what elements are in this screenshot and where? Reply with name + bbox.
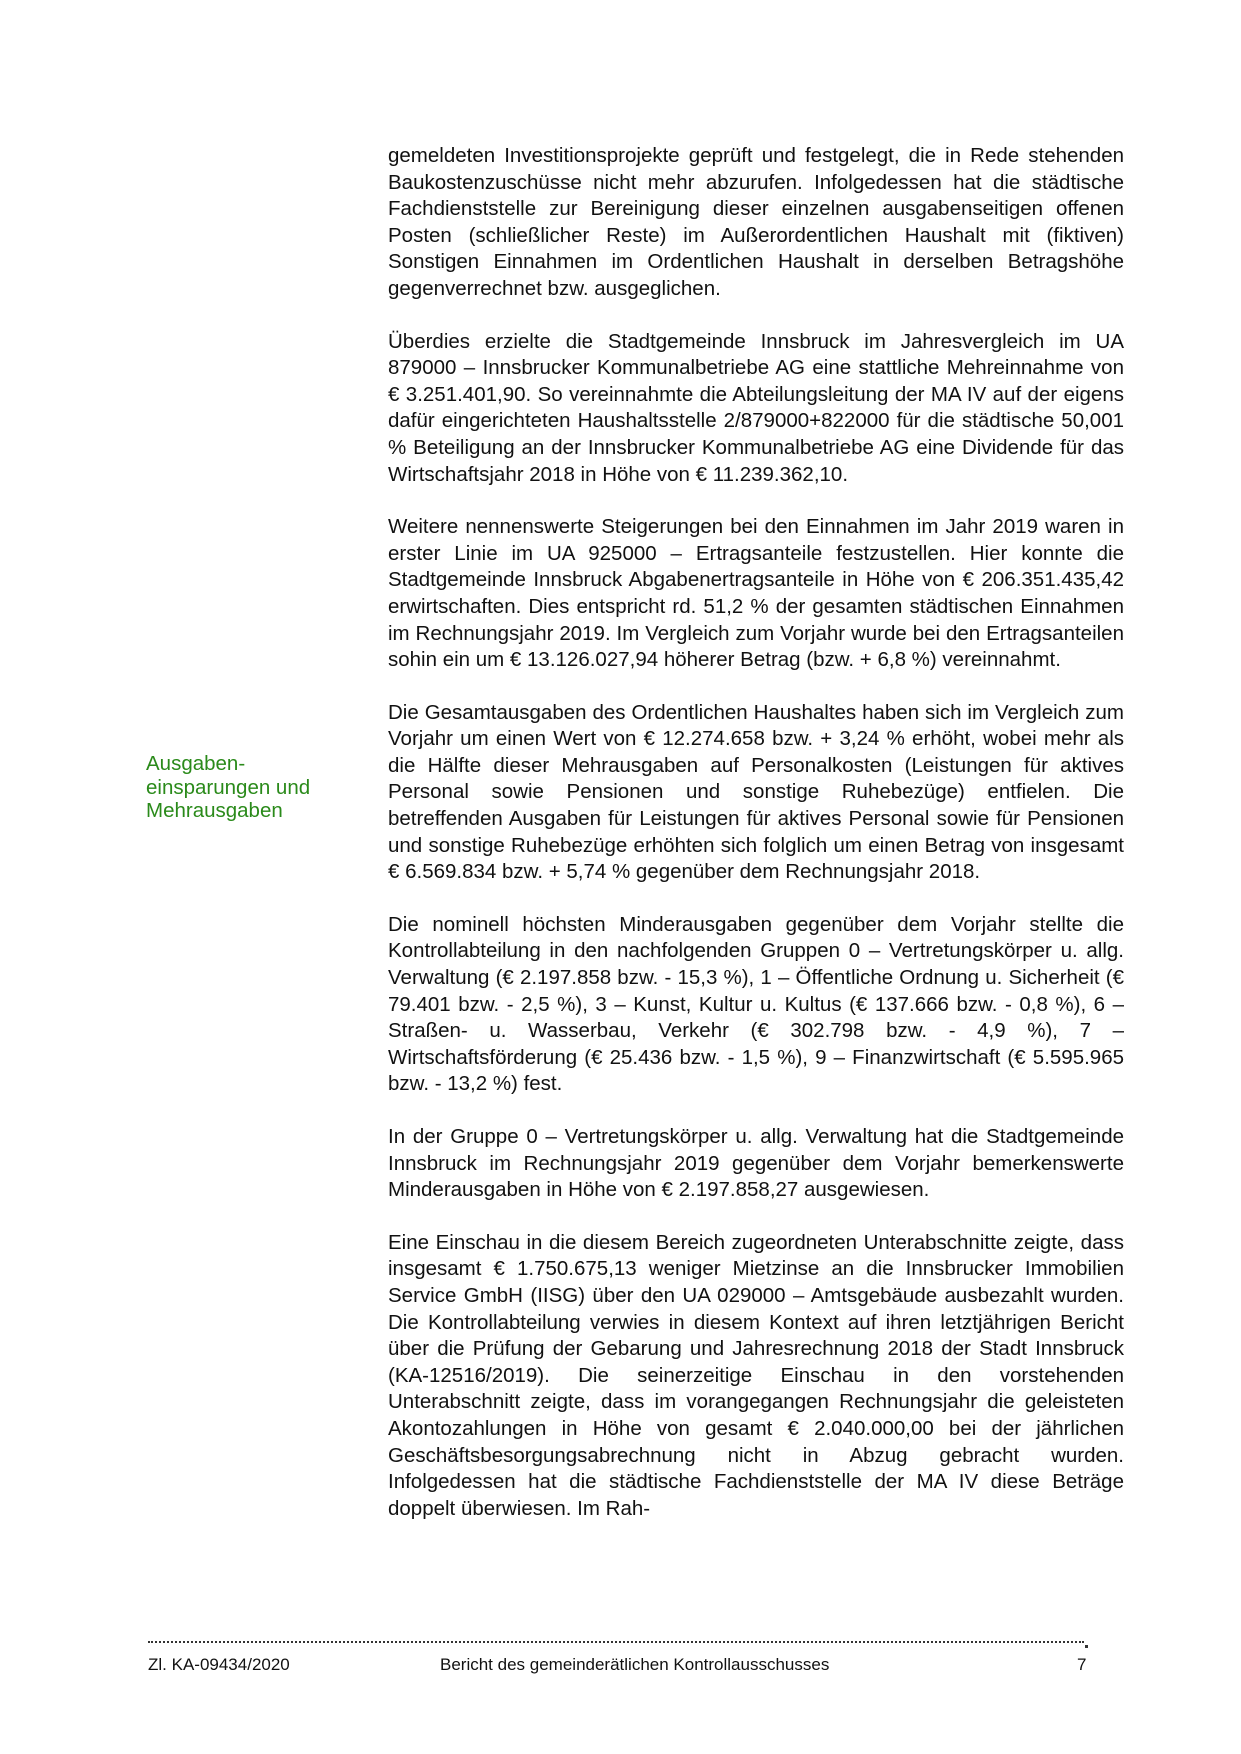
paragraph-kommunalbetriebe: Überdies erzielte die Stadtgemeinde Innsbruck im Jahresvergleich im UA 879000 – Innsbrucker Kommunalbetriebe AG eine stattliche Mehreinnahme von € 3.251.401,90. So vereinnahmte die Abteilungsleitung der MA IV auf der eigens dafür eingerichteten Haushaltsstelle 2/879000+822000 für die städtische 50,001 % Beteiligung an der Innsbrucker Kommunalbetriebe AG eine Dividende für das Wirtschaftsjahr 2018 in Höhe von € 11.239.362,10. (388, 329, 1124, 486)
paragraph-unterabschnitte: Eine Einschau in die diesem Bereich zugeordneten Unterabschnitte zeigte, dass insgesamt € 1.750.675,13 weniger Mietzinse an die Innsbrucker Immobilien Service GmbH (IISG) über den UA 029000 – Amtsgebäude ausbezahlt wurden. Die Kontrollabteilung verwies in diesem Kontext auf ihren letztjährigen Bericht über die Prüfung der Gebarung und Jahresrechnung 2018 der Stadt Innsbruck (KA-12516/2019). Die seinerzeitige Einschau in den vorstehenden Unterabschnitt zeigte, dass im vorangegangen Rechnungsjahr die geleisteten Akontozahlungen in Höhe von gesamt € 2.040.000,00 bei der jährlichen Geschäftsbesorgungsabrechnung nicht in Abzug gebracht wurden. Infolgedessen hat die städtische Fachdienststelle der MA IV diese Beträge doppelt überwiesen. Im Rah- (388, 1230, 1124, 1520)
page-number: 7 (1077, 1655, 1087, 1674)
footer-reference: Zl. KA-09434/2020 (148, 1655, 290, 1674)
footer-title: Bericht des gemeinderätlichen Kontrollausschusses (440, 1655, 830, 1674)
paragraph-minderausgaben-gruppen: Die nominell höchsten Minderausgaben gegenüber dem Vorjahr stellte die Kontrollabteilung in den nachfolgenden Gruppen 0 – Vertretungskörper u. allg. Verwaltung (€ 2.197.858 bzw. - 15,3 %), 1 – Öffentliche Ordnung u. Sicherheit (€ 79.401 bzw. - 2,5 %), 3 – Kunst, Kultur u. Kultus (€ 137.666 bzw. - 0,8 %), 6 – Straßen- u. Wasserbau, Verkehr (€ 302.798 bzw. - 4,9 %), 7 – Wirtschaftsförderung (€ 25.436 bzw. - 1,5 %), 9 – Finanzwirtschaft (€ 5.595.965 bzw. - 13,2 %) fest. (388, 912, 1124, 1096)
body-text (388, 143, 1124, 1548)
margin-note-ausgabeneinsparungen: Ausgaben- einsparungen und Mehrausgaben (146, 752, 311, 822)
paragraph-ertragsanteile: Weitere nennenswerte Steigerungen bei den Einnahmen im Jahr 2019 waren in erster Linie im UA 925000 – Ertragsanteile festzustellen. Hier konnte die Stadtgemeinde Innsbruck Abgabenertragsanteile in Höhe von € 206.351.435,42 erwirtschaften. Dies entspricht rd. 51,2 % der gesamten städtischen Einnahmen im Rechnungsjahr 2019. Im Vergleich zum Vorjahr wurde bei den Ertragsanteilen sohin ein um € 13.126.027,94 höherer Betrag (bzw. + 6,8 %) vereinnahmt. (388, 515, 1124, 672)
paragraph-gruppe-0: In der Gruppe 0 – Vertretungskörper u. allg. Verwaltung hat die Stadtgemeinde Innsbruck im Rechnungsjahr 2019 gegenüber dem Vorjahr bemerkenswerte Minderausgaben in Höhe von € 2.197.858,27 ausgewiesen. (388, 1125, 1124, 1202)
footer-dotted-rule (148, 1641, 1084, 1643)
paragraph-investitionsprojekte: gemeldeten Investitionsprojekte geprüft und festgelegt, die in Rede stehenden Baukostenzuschüsse nicht mehr abzurufen. Infolgedessen hat die städtische Fachdienststelle zur Bereinigung dieser einzelnen ausgabenseitigen offenen Posten (schließlicher Reste) im Außerordentlichen Haushalt mit (fiktiven) Sonstigen Einnahmen im Ordentlichen Haushalt in derselben Betragshöhe gegenverrechnet bzw. ausgeglichen. (388, 144, 1124, 300)
paragraph-gesamtausgaben: Die Gesamtausgaben des Ordentlichen Haushaltes haben sich im Vergleich zum Vorjahr um einen Wert von € 12.274.658 bzw. + 3,24 % erhöht, wobei mehr als die Hälfte dieser Mehrausgaben auf Personalkosten (Leistungen für aktives Personal sowie Pensionen und sonstige Ruhebezüge) entfielen. Die betreffenden Ausgaben für Leistungen für aktives Personal sowie für Pensionen und sonstige Ruhebezüge erhöhten sich folglich um einen Betrag von insgesamt € 6.569.834 bzw. + 5,74 % gegenüber dem Rechnungsjahr 2018. (388, 700, 1124, 884)
